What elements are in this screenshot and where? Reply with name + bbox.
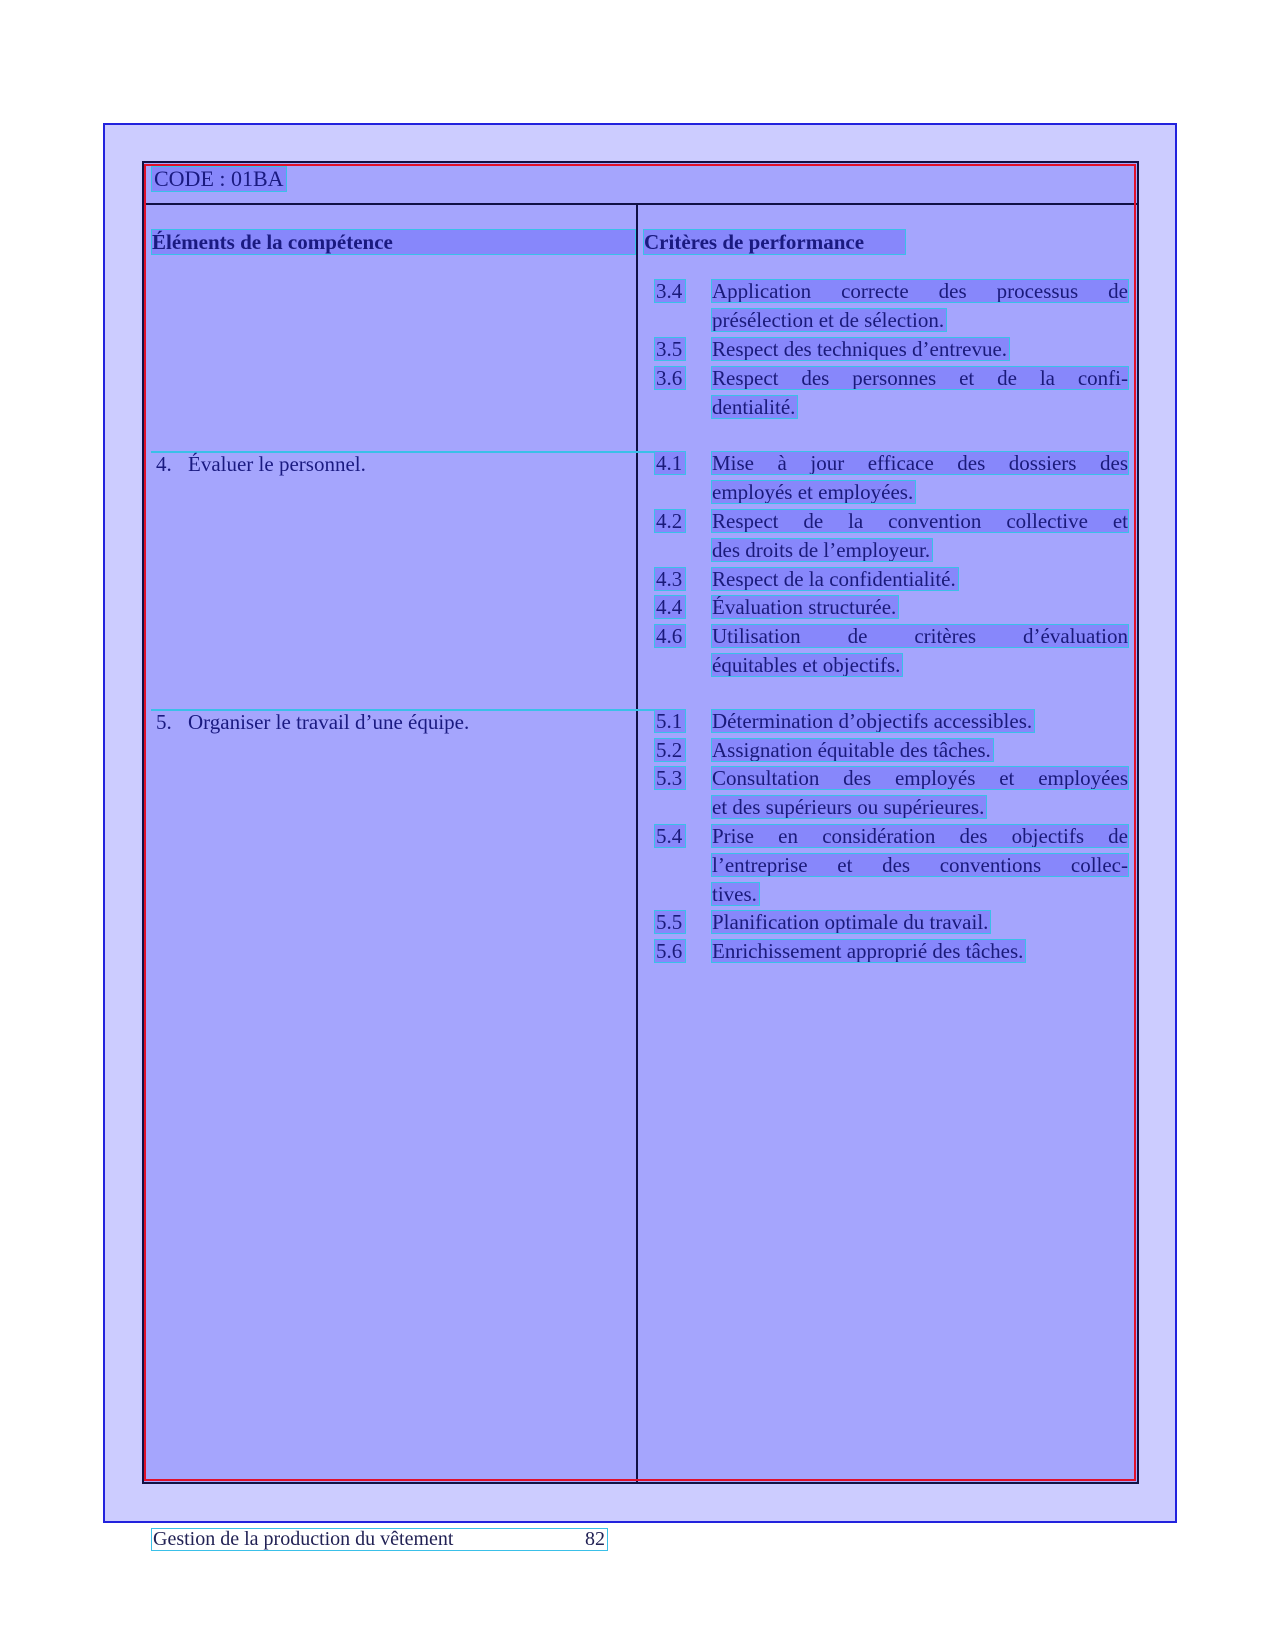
criterion-line: Enrichissement approprié des tâches. xyxy=(711,939,1026,963)
criterion-line: présélection et de sélection. xyxy=(711,308,947,332)
criterion-number: 5.5 xyxy=(654,910,686,934)
criterion-number: 5.1 xyxy=(654,709,686,733)
element-row-5 xyxy=(151,709,656,734)
element-row-4 xyxy=(151,451,656,476)
code-row-divider xyxy=(142,203,1139,205)
criterion-number: 5.6 xyxy=(654,939,686,963)
criterion-number: 4.4 xyxy=(654,595,686,619)
criterion-number: 4.3 xyxy=(654,567,686,591)
criterion-number: 3.5 xyxy=(654,337,686,361)
criterion-number: 3.6 xyxy=(654,366,686,390)
footer-title: Gestion de la production du vêtement xyxy=(153,1528,454,1550)
criterion-line: Respect des personnes et de la confi- xyxy=(712,366,1128,390)
criterion-line: Respect de la confidentialité. xyxy=(711,567,959,591)
criterion-line: Respect des techniques d’entrevue. xyxy=(711,337,1010,361)
page-footer xyxy=(151,1528,608,1551)
criterion-line: tives. xyxy=(711,882,760,906)
criterion-line: et des supérieurs ou supérieures. xyxy=(711,795,987,819)
criterion-line: Mise à jour efficace des dossiers des xyxy=(712,451,1128,475)
criterion-number: 4.1 xyxy=(654,451,686,475)
page-number: 82 xyxy=(585,1528,605,1550)
element-text: Évaluer le personnel. xyxy=(188,452,366,476)
criterion-number: 5.3 xyxy=(654,766,686,790)
criterion-line: Évaluation structurée. xyxy=(711,595,899,619)
criterion-line: dentialité. xyxy=(711,395,798,419)
element-text: Organiser le travail d’une équipe. xyxy=(188,710,470,734)
criterion-line: l’entreprise et des conventions collec- xyxy=(712,853,1128,877)
element-number: 4. xyxy=(156,452,172,476)
criterion-line: Application correcte des processus de xyxy=(712,279,1128,303)
header-elements: Éléments de la compétence xyxy=(151,229,636,255)
criterion-number: 5.2 xyxy=(654,738,686,762)
criterion-number: 3.4 xyxy=(654,279,686,303)
criterion-line: employés et employées. xyxy=(711,480,916,504)
criterion-line: Respect de la convention collective et xyxy=(712,509,1128,533)
criterion-line: Utilisation de critères d’évaluation xyxy=(712,624,1128,648)
criterion-line: des droits de l’employeur. xyxy=(711,538,933,562)
column-divider xyxy=(636,204,638,1484)
criterion-number: 4.2 xyxy=(654,509,686,533)
criterion-line: Planification optimale du travail. xyxy=(711,910,991,934)
criterion-line: Consultation des employés et employées xyxy=(712,766,1128,790)
criterion-number: 4.6 xyxy=(654,624,686,648)
code-label: CODE : 01BA xyxy=(151,166,287,192)
criterion-line: Prise en considération des objectifs de xyxy=(712,824,1128,848)
header-criteria: Critères de performance xyxy=(643,229,906,255)
criterion-number: 5.4 xyxy=(654,824,686,848)
criterion-line: équitables et objectifs. xyxy=(711,653,903,677)
criterion-line: Détermination d’objectifs accessibles. xyxy=(711,709,1035,733)
criterion-line: Assignation équitable des tâches. xyxy=(711,738,994,762)
element-number: 5. xyxy=(156,710,172,734)
